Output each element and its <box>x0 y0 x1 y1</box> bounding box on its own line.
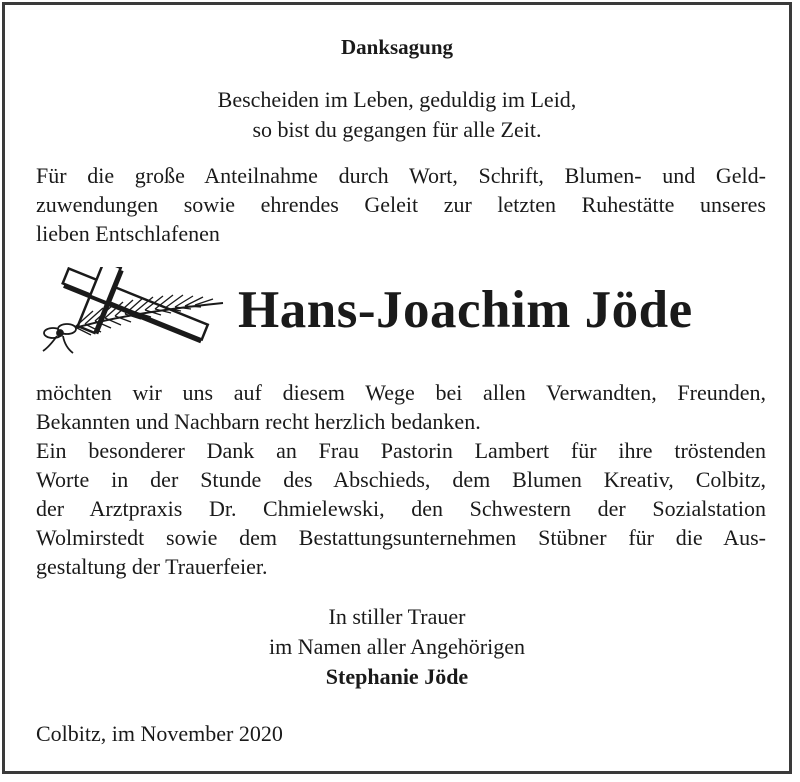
thanks-line: Worte in der Stunde des Abschieds, dem Blumen Kreativ, Colbitz, <box>36 467 766 492</box>
signature-line: im Namen aller Angehörigen <box>269 634 525 659</box>
intro-paragraph <box>36 161 766 248</box>
intro-line: lieben Entschlafenen <box>36 221 220 246</box>
deceased-name: Hans-Joachim Jöde <box>238 281 693 339</box>
thanks-line: Bekannten und Nachbarn recht herzlich bedanken. <box>36 409 481 434</box>
motto-line: so bist du gegangen für alle Zeit. <box>252 117 542 142</box>
motto-verse <box>5 85 789 145</box>
thanks-line: Ein besonderer Dank an Frau Pastorin Lambert für ihre tröstenden <box>36 438 766 463</box>
signature-line: In stiller Trauer <box>328 604 466 629</box>
thanks-line: Wolmirstedt sowie dem Bestattungsunternehmen Stübner für die Aus- <box>36 525 766 550</box>
signer-name: Stephanie Jöde <box>325 664 469 689</box>
thanks-line: gestaltung der Trauerfeier. <box>36 554 268 579</box>
place-date: Colbitz, im November 2020 <box>36 721 283 746</box>
intro-line: zuwendungen sowie ehrendes Geleit zur letzten Ruhestätte unseres <box>36 192 766 217</box>
obituary-notice <box>2 2 792 774</box>
intro-line: Für die große Anteilnahme durch Wort, Schrift, Blumen- und Geld- <box>36 163 766 188</box>
notice-heading: Danksagung <box>340 35 454 59</box>
motto-line: Bescheiden im Leben, geduldig im Leid, <box>217 87 577 112</box>
signature-block <box>5 602 789 692</box>
thanks-line: der Arztpraxis Dr. Chmielewski, den Schwestern der Sozialstation <box>36 496 766 521</box>
thanks-line: möchten wir uns auf diesem Wege bei allen Verwandten, Freunden, <box>36 380 766 405</box>
thanks-paragraph <box>36 378 766 581</box>
cross-with-palm-branch-icon <box>35 267 230 367</box>
